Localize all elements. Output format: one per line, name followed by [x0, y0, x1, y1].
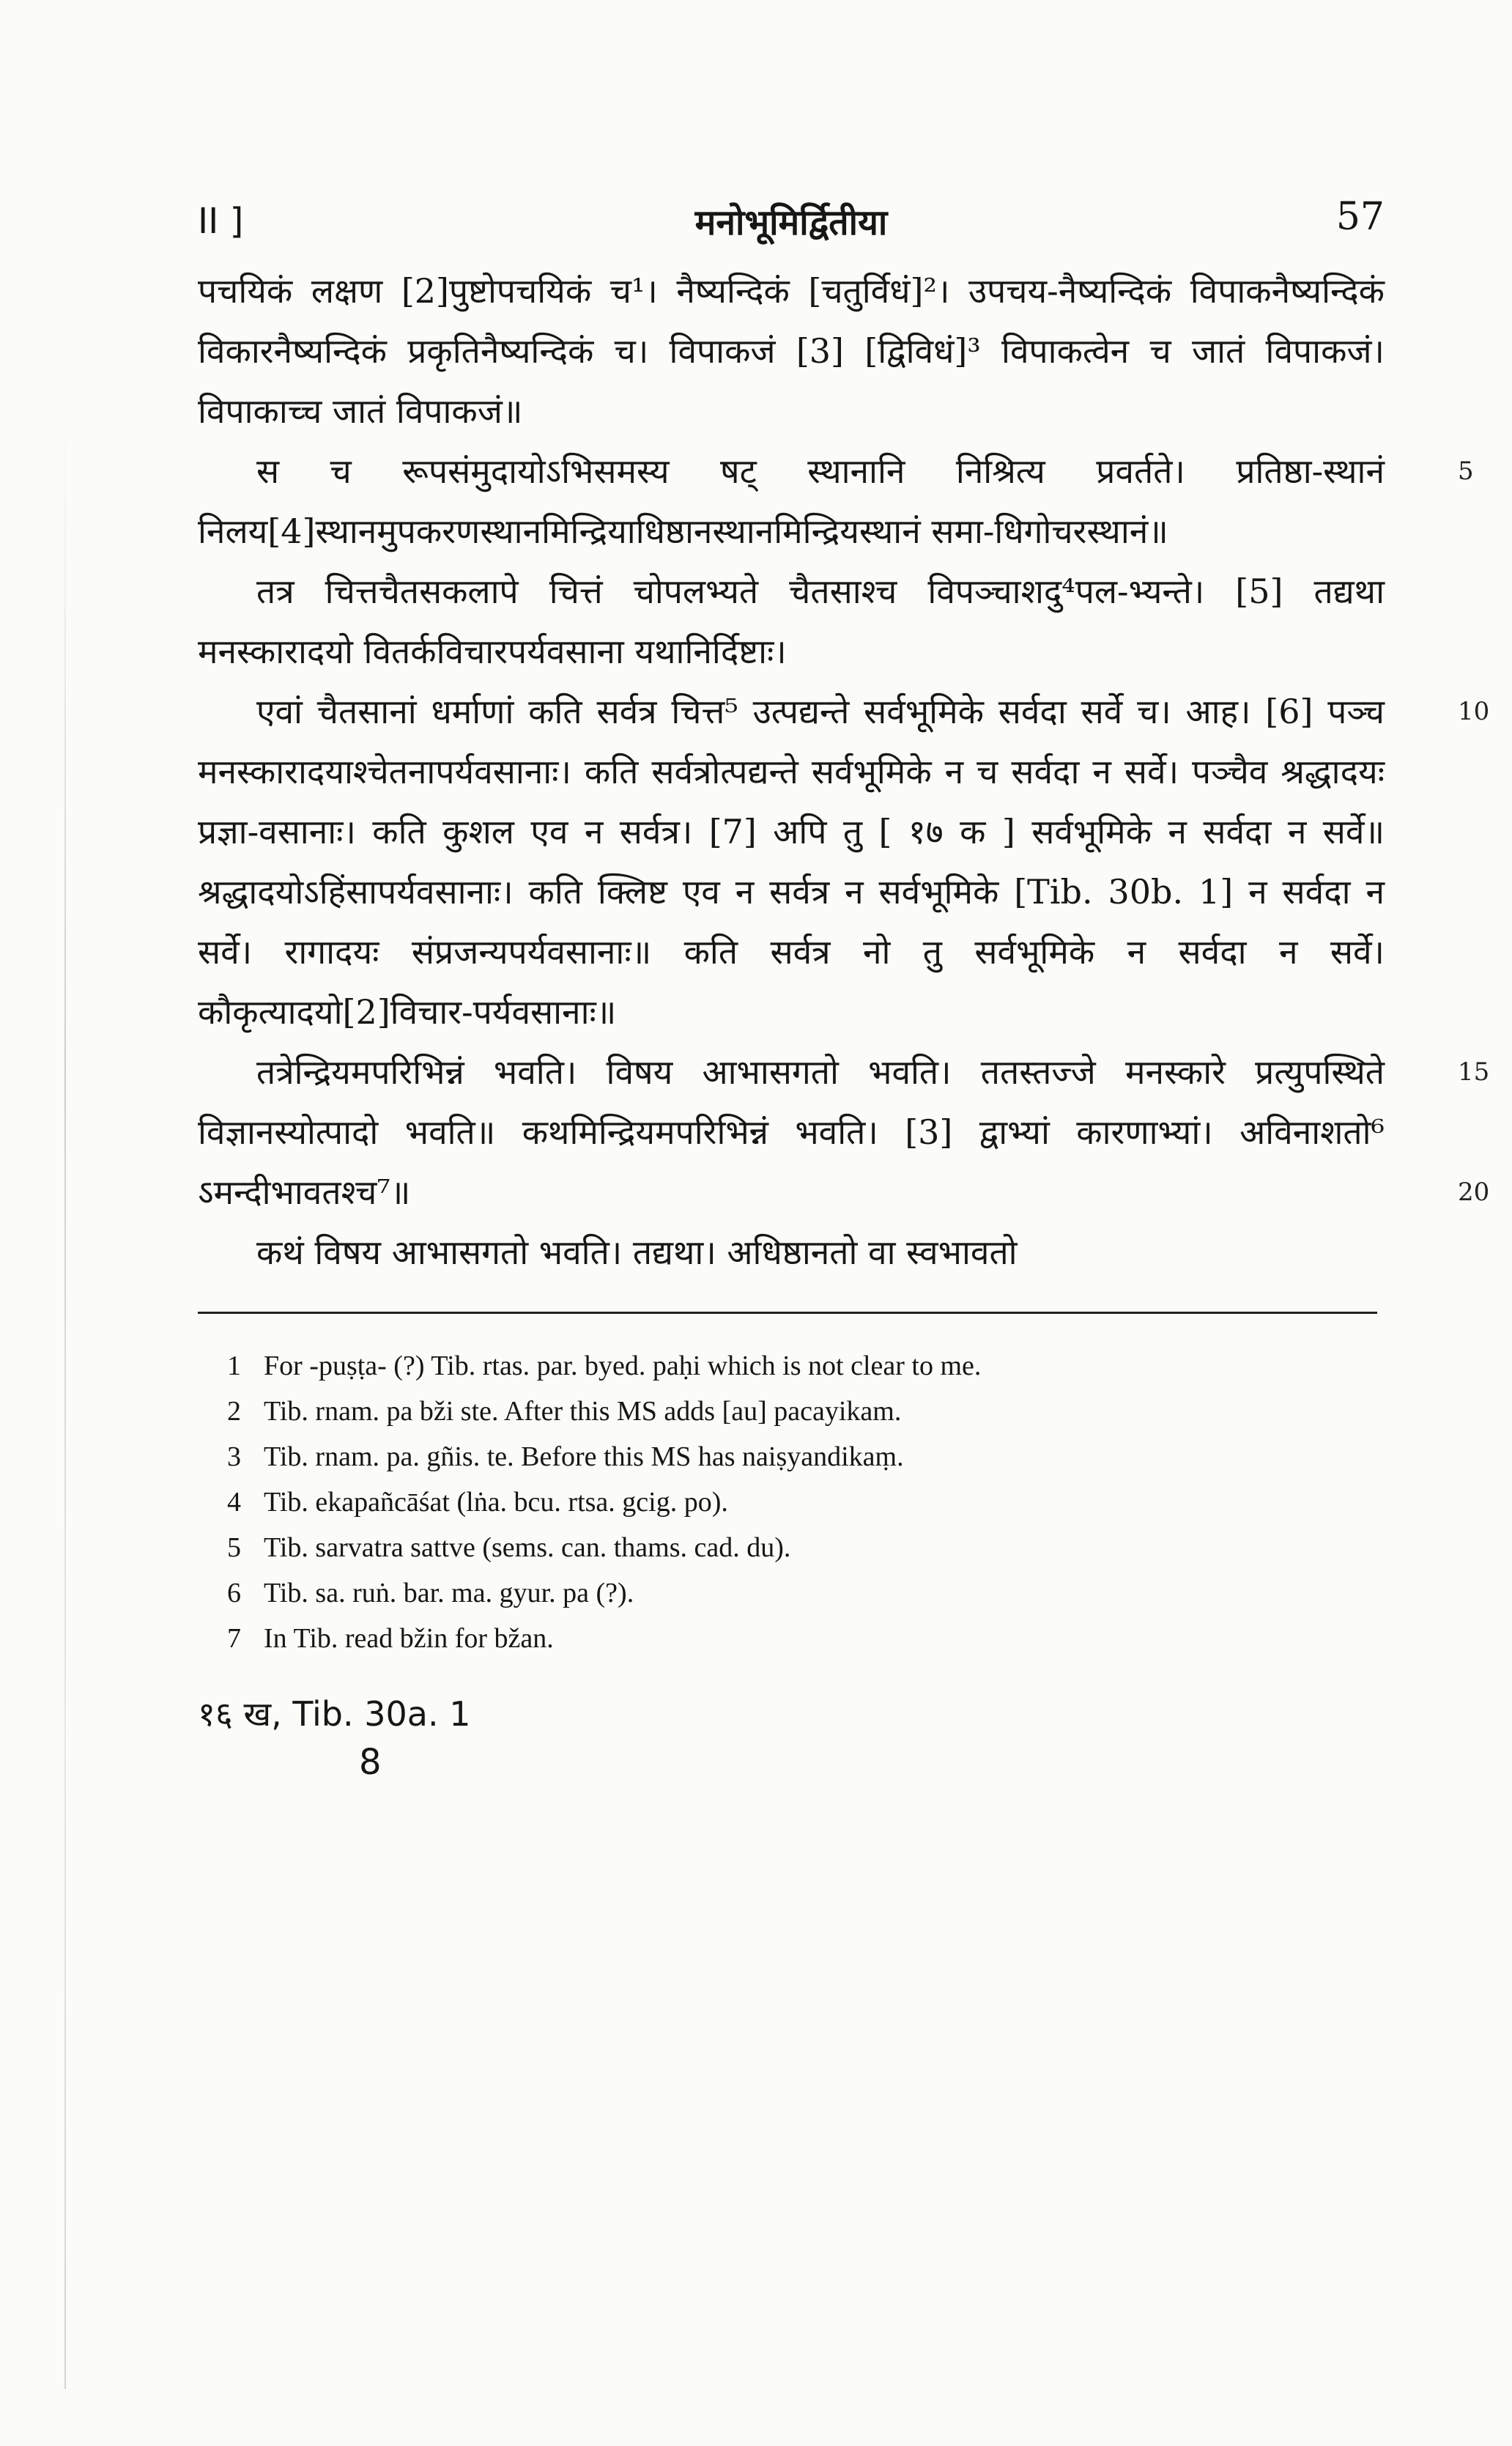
footnote: 2 Tib. rnam. pa bži ste. After this MS adds [au] pacayikam. [227, 1396, 902, 1427]
footnote: 1 For -puṣṭa- (?) Tib. rtas. par. byed. paḥi which is not clear to me. [227, 1351, 982, 1381]
footnote: 3 Tib. rnam. pa. gñis. te. Before this MS has naiṣyandikaṃ. [227, 1441, 904, 1472]
line-number: 5 [1458, 457, 1474, 486]
footnote: 4 Tib. ekapañcāśat (lṅa. bcu. rtsa. gcig. po). [227, 1487, 728, 1518]
paragraph-text: स च रूपसंमुदायोऽभिसमस्य षट् स्थानानि निश्रित्य प्रवर्तते। प्रतिष्ठा-स्थानं निलय[4]स्थानमुपकरणस्थानमिन्द्रियाधिष्ठानस्थानमिन्द्रियस्थानं समा-धिगोचरस्थानं॥ [198, 451, 1385, 551]
section-number: II ] [198, 201, 244, 242]
line-number: 15 [1458, 1057, 1490, 1087]
paragraph [198, 441, 1474, 561]
folio-marker: १६ ख, Tib. 30a. 1 [198, 1694, 471, 1734]
footnote-rule [198, 1312, 1377, 1314]
main-text [198, 261, 1490, 1282]
line-number: 20 [1458, 1178, 1490, 1207]
footnotes [198, 1343, 1385, 1661]
paragraph: तत्र चित्तचैतसकलापे चित्तं चोपलभ्यते चैतसाश्च विपञ्चाशदु⁴पल-भ्यन्ते। [5] तद्यथा मनस्कारादयो वितर्कविचारपर्यवसाना यथानिर्दिष्टाः। [198, 572, 1385, 671]
paragraph-text: तत्रेन्द्रियमपरिभिन्नं भवति। विषय आभासगतो भवति। ततस्तज्जे मनस्कारे प्रत्युपस्थिते विज्ञानस्योत्पादो भवति॥ कथमिन्द्रियमपरिभिन्नं भवति। [3] द्वाभ्यां कारणाभ्यां। अविनाशतो⁶ ऽमन्दीभावतश्च⁷॥ [198, 1052, 1385, 1212]
footnote: 6 Tib. sa. ruṅ. bar. ma. gyur. pa (?). [227, 1578, 634, 1608]
footnote: 7 In Tib. read bžin for bžan. [227, 1623, 554, 1654]
line-number: 10 [1458, 697, 1490, 726]
paragraph-text: एवां चैतसानां धर्माणां कति सर्वत्र चित्त⁵ उत्पद्यन्ते सर्वभूमिके सर्वदा सर्वे च। आह। [6] पञ्च मनस्कारादयाश्चेतनापर्यवसानाः। कति सर्वत्रोत्पद्यन्ते सर्वभूमिके न च सर्वदा न सर्वे। पञ्चैव श्रद्धादयः प्रज्ञा-वसानाः। कति कुशल एव न सर्वत्र। [7] अपि तु [ १७ क ] सर्वभूमिके न सर्वदा न सर्वे॥ श्रद्धादयोऽहिंसापर्यवसानाः। कति क्लिष्ट एव न सर्वत्र न सर्वभूमिके [Tib. 30b. 1] न सर्वदा न सर्वे। रागादयः संप्रजन्यपर्यवसानाः॥ कति सर्वत्र नो तु सर्वभूमिके न सर्वदा न सर्वे। कौकृत्यादयो[2]विचार-पर्यवसानाः॥ [198, 692, 1385, 1032]
paragraph: कथं विषय आभासगतो भवति। तद्यथा। अधिष्ठानतो वा स्वभावतो [256, 1233, 1018, 1272]
paragraph: पचयिकं लक्षण [2]पुष्टोपचयिकं च¹। नैष्यन्दिकं [चतुर्विधं]²। उपचय-नैष्यन्दिकं विपाकनैष्यन्दिकं विकारनैष्यन्दिकं प्रकृतिनैष्यन्दिकं च। विपाकजं [3] [द्विविधं]³ विपाकत्वेन च जातं विपाकजं। विपाकाच्च जातं विपाकजं॥ [198, 271, 1385, 431]
page-title: मनोभूमिर्द्वितीया [694, 202, 888, 243]
footnote: 5 Tib. sarvatra sattve (sems. can. thams. cad. du). [227, 1532, 791, 1563]
paragraph [198, 681, 1490, 1087]
signature-mark: 8 [359, 1742, 382, 1783]
running-header [198, 191, 1385, 261]
page-number: 57 [1335, 195, 1385, 239]
scan-edge [64, 410, 66, 2389]
page [198, 191, 1490, 1783]
